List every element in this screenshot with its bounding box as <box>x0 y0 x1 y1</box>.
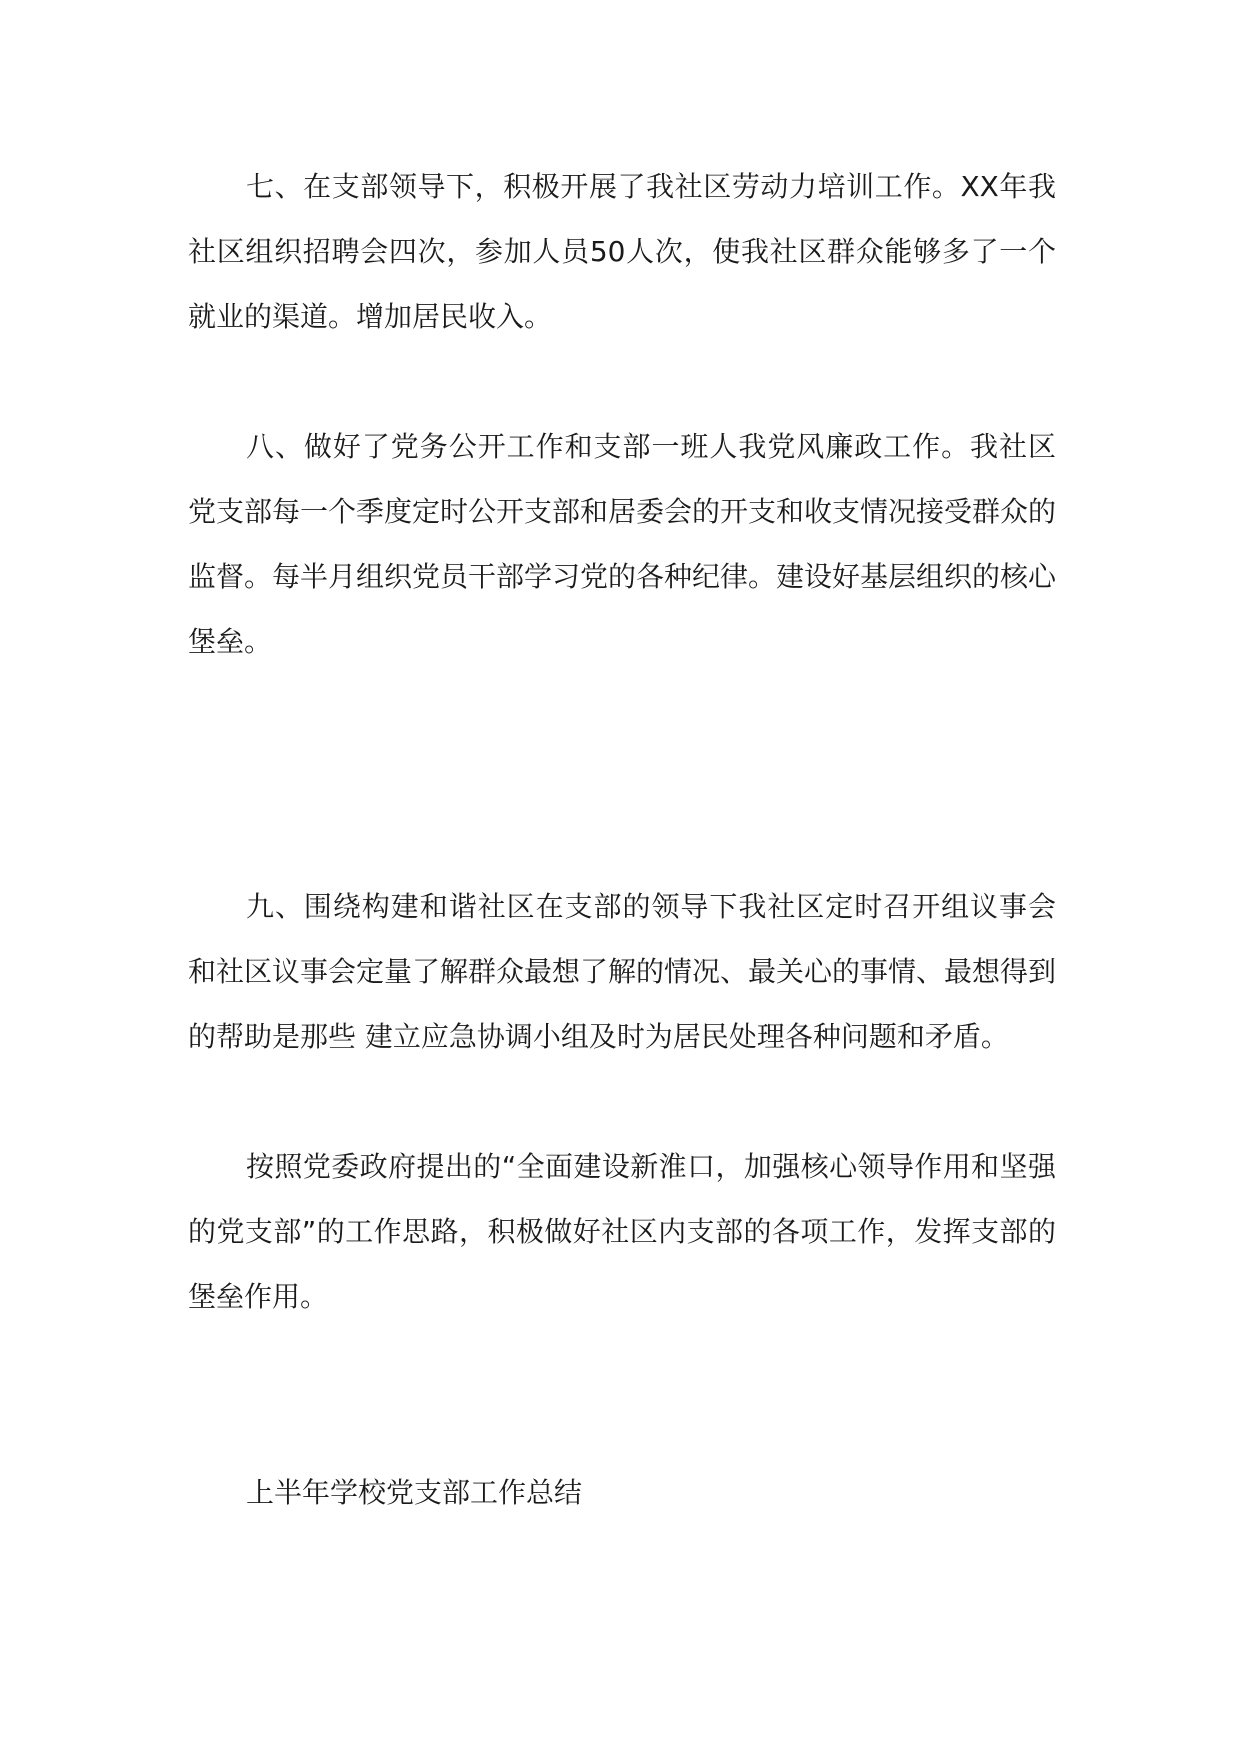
section-heading: 上半年学校党支部工作总结 <box>246 1476 583 1509</box>
paragraph-work-approach: 按照党委政府提出的“全面建设新淮口，加强核心领导作用和坚强的党支部”的工作思路，积极做好社区内支部的各项工作，发挥支部的堡垒作用。 <box>188 1150 1056 1313</box>
paragraph-labor-training: 七、在支部领导下，积极开展了我社区劳动力培训工作。XX年我社区组织招聘会四次，参加人员50人次，使我社区群众能够多了一个就业的渠道。增加居民收入。 <box>188 170 1056 333</box>
paragraph-party-affairs-disclosure: 八、做好了党务公开工作和支部一班人我党风廉政工作。我社区党支部每一个季度定时公开支部和居委会的开支和收支情况接受群众的监督。每半月组织党员干部学习党的各种纪律。建设好基层组织的核心堡垒。 <box>188 430 1057 658</box>
paragraph-harmonious-community: 九、围绕构建和谐社区在支部的领导下我社区定时召开组议事会和社区议事会定量了解群众最想了解的情况、最关心的事情、最想得到的帮助是那些 建立应急协调小组及时为居民处理各种问题和矛盾。 <box>188 890 1057 1053</box>
